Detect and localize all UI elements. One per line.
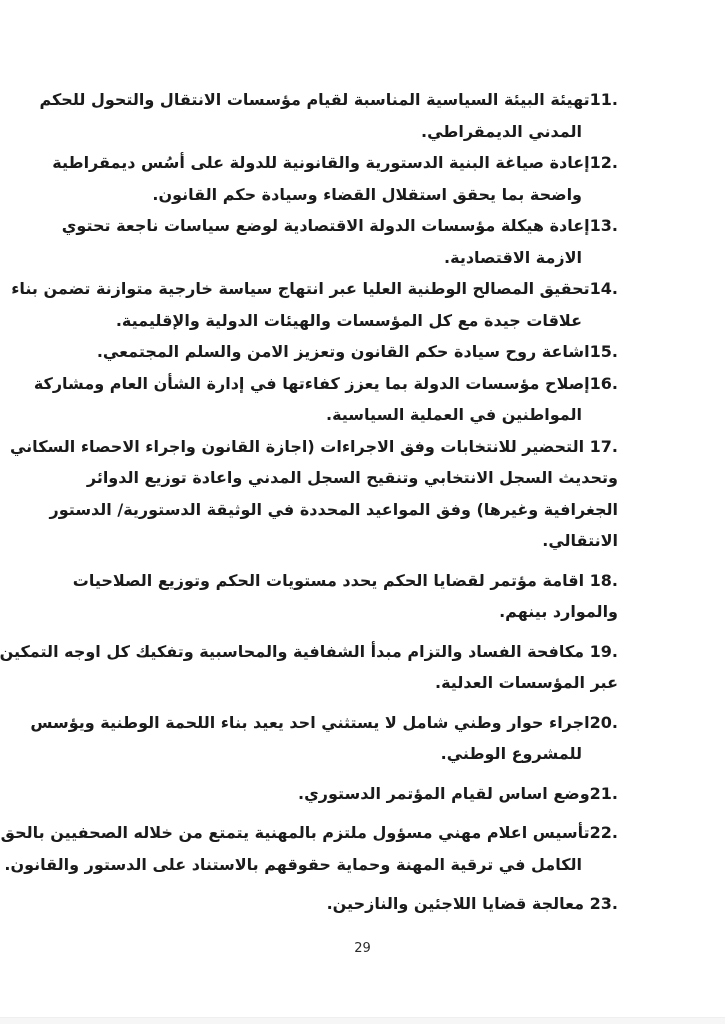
item-number: 16. [589, 373, 618, 393]
item-line: 20.اجراء حوار وطني شامل لا يستثني احد يعيد بناء اللحمة الوطنية ويؤسس [60, 707, 618, 739]
list-item [60, 336, 618, 368]
item-number: 14. [589, 279, 618, 298]
item-line: الجغرافية وغيرها) وفق المواعيد المحددة في الوثيقة الدستورية/ الدستور [49, 499, 618, 519]
list-item [60, 565, 618, 628]
list-item [60, 778, 618, 810]
item-line: 11.تهيئة البيئة السياسية المناسبة لقيام مؤسسات الانتقال والتحول للحكم [60, 84, 618, 116]
item-line: 16.إصلاح مؤسسات الدولة بما يعزز كفاءتها في إدارة الشأن العام ومشاركة [60, 368, 618, 400]
item-line: 18. اقامة مؤتمر لقضايا الحكم يحدد مستويات الحكم وتوزيع الصلاحيات [60, 565, 618, 597]
item-line: 19. مكافحة الفساد والتزام مبدأ الشفافية والمحاسبية وتفكيك كل اوجه التمكين [60, 636, 618, 668]
item-line: عبر المؤسسات العدلية. [435, 673, 618, 692]
page-number: 29 [354, 941, 371, 956]
item-line: المواطنين في العملية السياسية. [325, 405, 582, 424]
list-item [11, 273, 618, 336]
item-number: 18. [589, 570, 618, 590]
list-item [39, 84, 618, 147]
item-line: 22.تأسيس اعلام مهني مسؤول ملتزم بالمهنية يتمتع من خلاله الصحفيين بالحق [60, 817, 618, 849]
scan-edge [0, 1017, 725, 1024]
item-number: 20. [589, 712, 618, 732]
item-line: 23. معالجة قضايا اللاجئين والنازحين. [60, 888, 618, 920]
item-number: 17. [589, 436, 618, 456]
item-number: 19. [589, 641, 618, 661]
item-line: 14.تحقيق المصالح الوطنية العليا عبر انتهاج سياسة خارجية متوازنة تضمن بناء [60, 273, 618, 305]
item-number: 23. [589, 894, 618, 913]
item-line: الانتقالي. [542, 531, 618, 550]
item-line: 12.إعادة صياغة البنية الدستورية والقانونية للدولة على أسُس ديمقراطية [60, 147, 618, 179]
item-number: 21. [589, 783, 618, 803]
item-number: 12. [589, 153, 618, 172]
list-item [9, 431, 618, 557]
list-item [33, 368, 618, 431]
item-line: للمشروع الوطني. [440, 744, 582, 763]
list-item [0, 636, 618, 699]
list-item [60, 210, 618, 273]
items-list [0, 84, 618, 920]
item-number: 22. [589, 823, 618, 842]
item-line: علاقات جيدة مع كل المؤسسات والهيئات الدولية والإقليمية. [115, 310, 582, 330]
list-item [0, 817, 618, 880]
item-line: الازمة الاقتصادية. [444, 247, 582, 267]
list-item [60, 888, 618, 920]
item-number: 13. [589, 216, 618, 235]
item-line: 13.إعادة هيكلة مؤسسات الدولة الاقتصادية لوضع سياسات ناجعة تحتوي [60, 210, 618, 242]
item-line: واضحة بما يحقق استقلال القضاء وسيادة حكم القانون. [152, 184, 582, 204]
item-line: المدني الديمقراطي. [421, 121, 582, 141]
item-line: والموارد بينهم. [499, 602, 618, 621]
item-line: 21.وضع اساس لقيام المؤتمر الدستوري. [60, 778, 618, 810]
item-line: 17. التحضير للانتخابات وفق الاجراءات (اجازة القانون واجراء الاحصاء السكاني [60, 431, 618, 463]
item-line: وتحديث السجل الانتخابي وتنقيح السجل المدني واعادة توزيع الدوائر [86, 468, 618, 487]
item-number: 15. [589, 342, 618, 361]
list-item [30, 707, 618, 770]
item-line: الكامل في ترقية المهنة وحماية حقوقهم بالاستناد على الدستور والقانون. [4, 854, 582, 874]
item-number: 11. [589, 90, 618, 109]
item-line: 15.اشاعة روح سيادة حكم القانون وتعزيز الامن والسلم المجتمعي. [60, 336, 618, 368]
list-item [52, 147, 618, 210]
